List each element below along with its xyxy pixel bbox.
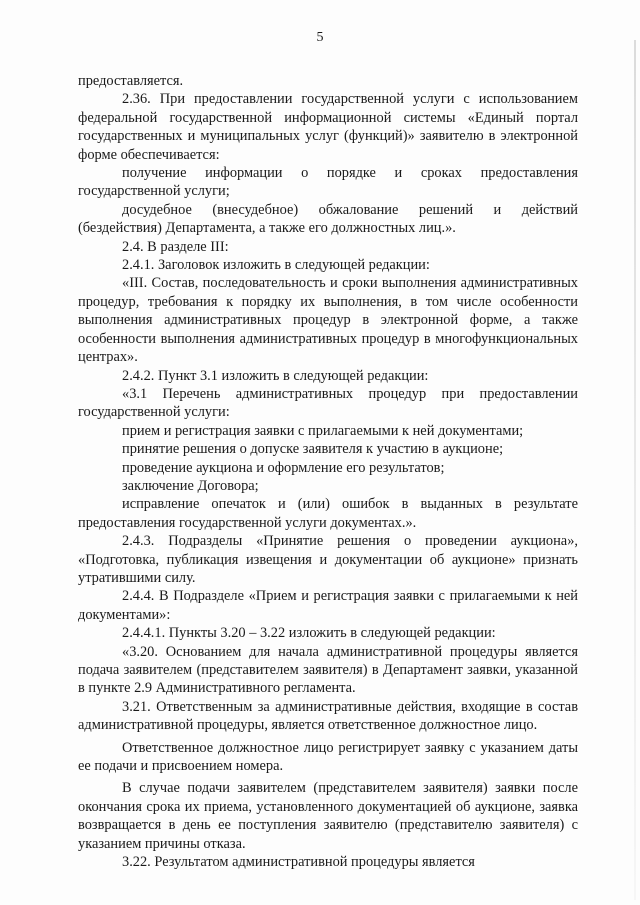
paragraph: 2.4. В разделе III: xyxy=(122,238,229,255)
list-item: принятие решения о допуске заявителя к участию в аукционе; xyxy=(122,441,504,458)
scan-edge-shadow xyxy=(634,40,636,900)
paragraph: В случае подачи заявителем (представителем заявителя) заявки после окончания срока их приема, установленного документацией об аукционе, заявка возвращается в день ее поступления заявителю (представителю заявителя) с указанием причины отказа. xyxy=(78,780,578,852)
page-number: 5 xyxy=(316,30,324,45)
paragraph: «3.20. Основанием для начала административной процедуры является подача заявителем (представителем заявителя) в Департамент заявки, указанной в пункте 2.9 Административного регламента. xyxy=(78,643,578,697)
paragraph: 2.4.2. Пункт 3.1 изложить в следующей редакции: xyxy=(122,367,429,384)
list-item: проведение аукциона и оформление его результатов; xyxy=(122,459,445,476)
paragraph: Ответственное должностное лицо регистрирует заявку с указанием даты ее подачи и присвоением номера. xyxy=(78,739,578,775)
document-body xyxy=(78,72,578,871)
paragraph: 3.22. Результатом административной процедуры является xyxy=(122,854,475,871)
list-item: заключение Договора; xyxy=(122,477,259,494)
paragraph: 2.4.3. Подразделы «Принятие решения о проведении аукциона», «Подготовка, публикация извещения и документации об аукционе» признать утратившими силу. xyxy=(78,533,578,586)
list-item: прием и регистрация заявки с прилагаемыми к ней документами; xyxy=(122,422,524,439)
paragraph: «III. Состав, последовательность и сроки выполнения административных процедур, требования к порядку их выполнения, в том числе особенности выполнения административных процедур в электронной форме, а также особенности выполнения административных процедур в многофункциональных центрах». xyxy=(78,275,578,366)
paragraph: 2.4.4. В Подразделе «Прием и регистрация заявки с прилагаемыми к ней документами»: xyxy=(78,588,578,623)
paragraph: получение информации о порядке и сроках предоставления государственной услуги; xyxy=(78,165,578,200)
paragraph: предоставляется. xyxy=(78,73,184,89)
paragraph: 3.21. Ответственным за административные действия, входящие в состав административной процедуры, является ответственное должностное лицо. xyxy=(78,698,578,734)
paragraph: 2.4.1. Заголовок изложить в следующей редакции: xyxy=(122,257,430,274)
paragraph: 2.36. При предоставлении государственной услуги с использованием федеральной государственной информационной системы «Единый портал государственных и муниципальных услуг (функций)» заявителю в электронной форме обеспечивается: xyxy=(78,91,578,163)
paragraph: 2.4.4.1. Пункты 3.20 – 3.22 изложить в следующей редакции: xyxy=(122,625,496,642)
paragraph: досудебное (внесудебное) обжалование решений и действий (бездействия) Департамента, а также его должностных лиц.». xyxy=(78,201,578,237)
paragraph: «3.1 Перечень административных процедур при предоставлении государственной услуги: xyxy=(78,385,578,421)
list-item: исправление опечаток и (или) ошибок в выданных в результате предоставления государственной услуги документах.». xyxy=(78,496,578,531)
